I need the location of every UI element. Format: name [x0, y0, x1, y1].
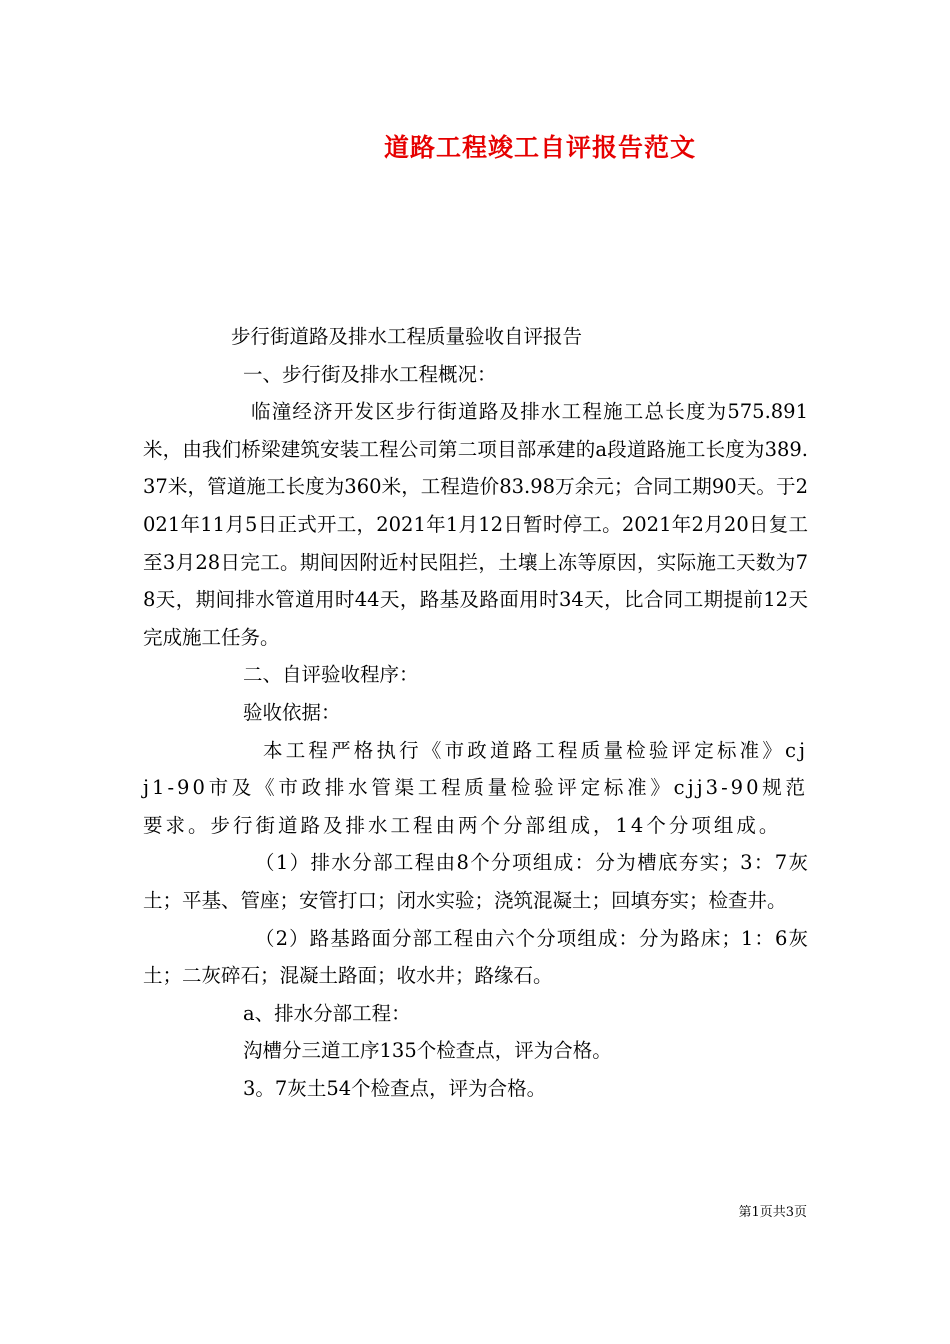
paragraph-trench: 沟槽分三道工序135个检查点，评为合格。	[243, 1039, 612, 1063]
report-title: 步行街道路及排水工程质量验收自评报告	[231, 325, 583, 348]
section-heading-overview: 一、步行街及排水工程概况：	[243, 362, 497, 386]
subheading-basis: 验收依据：	[243, 700, 341, 724]
paragraph-lime-soil: 3。7灰土54个检查点，评为合格。	[243, 1076, 547, 1100]
section-heading-procedure: 二、自评验收程序：	[243, 663, 419, 687]
subheading-drainage-works: a、排水分部工程：	[243, 1001, 411, 1025]
paragraph-standards: 本工程严格执行《市政道路工程质量检验评定标准》cjj1-90市及《市政排水管渠工程质量检验评定标准》cjj3-90规范要求。步行街道路及排水工程由两个分部组成，14个分项组成。	[143, 738, 808, 837]
paragraph-overview: 临潼经济开发区步行街道路及排水工程施工总长度为575.891米，由我们桥梁建筑安装工程公司第二项目部承建的a段道路施工长度为389.37米，管道施工长度为360米，工程造价83.98万余元；合同工期90天。于2021年11月5日正式开工，2021年1月12日暂时停工。2021年2月20日复工至3月28日完工。期间因附近村民阻拦，土壤上冻等原因，实际施工天数为78天，期间排水管道用时44天，路基及路面用时34天，比合同工期提前12天完成施工任务。	[143, 400, 808, 649]
paragraph-drainage-items: （1）排水分部工程由8个分项组成：分为槽底夯实；3：7灰土；平基、管座；安管打口；闭水实验；浇筑混凝土；回填夯实；检查井。	[143, 851, 808, 912]
document-title: 道路工程竣工自评报告范文	[383, 133, 696, 162]
paragraph-roadbed-items: （2）路基路面分部工程由六个分项组成：分为路床；1：6灰土；二灰碎石；混凝土路面；收水井；路缘石。	[143, 926, 808, 988]
page-number: 第1页共3页	[738, 1205, 807, 1220]
document-body	[143, 318, 808, 1107]
